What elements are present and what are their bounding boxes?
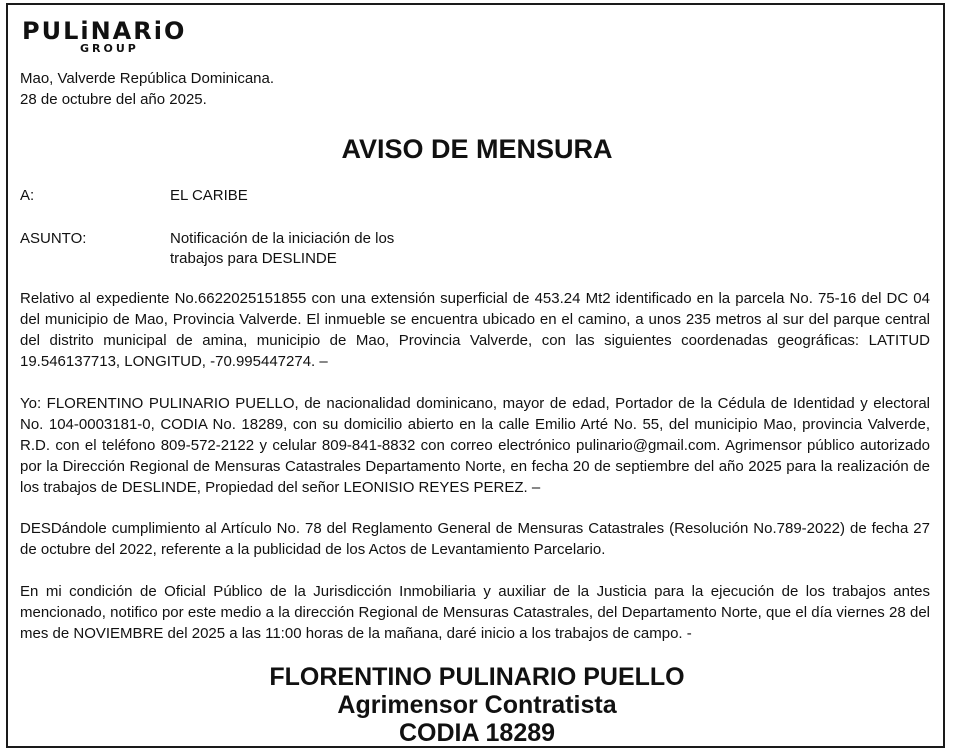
subject-line-2: trabajos para DESLINDE — [170, 250, 337, 267]
logo-wordmark: PULiNARiO — [22, 17, 187, 45]
logo-subtitle: GROUP — [80, 42, 139, 55]
subject-label: ASUNTO: — [20, 230, 87, 247]
date-line: 28 de octubre del año 2025. — [20, 91, 207, 108]
paragraph-expediente: Relativo al expediente No.6622025151855 con una extensión superficial de 453.24 Mt2 identificado en la parcela No. 75-16 del DC 04 del municipio de Mao, Provincia Valverde. El inmueble se encuentra ubicado en el camino, a unos 235 metros al sur del parque central del distrito municipal de amina, municipio de Mao, Provincia Valverde, con las siguientes coordenadas geográficas: LATITUD 19.546137713, LONGITUD, -70.995447274. – — [20, 290, 930, 370]
company-logo — [22, 17, 187, 55]
paragraph-declarant: Yo: FLORENTINO PULINARIO PUELLO, de nacionalidad dominicano, mayor de edad, Portador de la Cédula de Identidad y electoral No. 104-0003181-0, CODIA No. 18289, con su domicilio abierto en la calle Emilio Arté No. 55, del municipio Mao, provincia Valverde, R.D. con el teléfono 809-572-2122 y celular 809-841-8832 con correo electrónico pulinario@gmail.com. Agrimensor público autorizado por la Dirección Regional de Mensuras Catastrales Departamento Norte, en fecha 20 de septiembre del año 2025 para la realización de los trabajos de DESLINDE, Propiedad del señor LEONISIO REYES PEREZ. – — [20, 395, 930, 496]
header-block — [20, 68, 274, 110]
recipient-label: A: — [20, 187, 35, 204]
signature-name: FLORENTINO PULINARIO PUELLO — [269, 663, 685, 691]
signature-role: Agrimensor Contratista — [337, 691, 617, 719]
subject-line-1: Notificación de la iniciación de los — [170, 230, 395, 247]
location-line: Mao, Valverde República Dominicana. — [20, 70, 275, 87]
paragraph-notification: En mi condición de Oficial Público de la Jurisdicción Inmobiliaria y auxiliar de la Justicia para la ejecución de los trabajos antes mencionado, notifico por este medio a la dirección Regional de Mensuras Catastrales, del Departamento Norte, que el día viernes 28 del mes de NOVIEMBRE del 2025 a las 11:00 horas de la mañana, daré inicio a los trabajos de campo. - — [20, 583, 930, 642]
signature-codia: CODIA 18289 — [398, 719, 556, 747]
recipient-value: EL CARIBE — [170, 187, 248, 204]
notice-title: AVISO DE MENSURA — [341, 134, 613, 164]
paragraph-legal-basis: DESDándole cumplimiento al Artículo No. 78 del Reglamento General de Mensuras Catastrales (Resolución No.789-2022) de fecha 27 de octubre del 2022, referente a la publicidad de los Actos de Levantamiento Parcelario. — [20, 520, 930, 558]
